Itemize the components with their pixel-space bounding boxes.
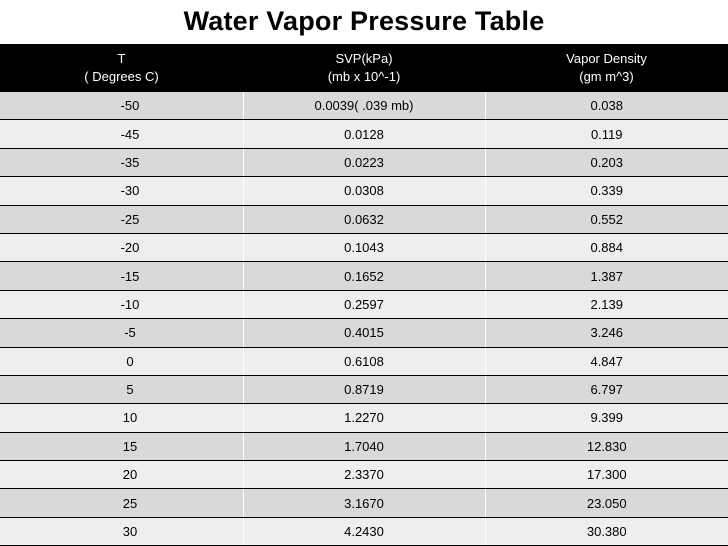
temperature-value: 0 [126, 353, 134, 369]
temperature-value: -10 [120, 296, 140, 312]
cell-svp: 1.7040 [243, 432, 485, 460]
cell-svp: 2.3370 [243, 461, 485, 489]
cell-temperature [0, 92, 243, 120]
cell-svp: 0.6108 [243, 347, 485, 375]
table-row [0, 92, 728, 120]
temperature-value: 15 [122, 438, 138, 454]
cell-temperature [0, 233, 243, 261]
header-label: Vapor Density [566, 51, 647, 66]
temperature-value: 10 [122, 410, 138, 426]
column-header-svp [243, 44, 485, 92]
cell-temperature [0, 375, 243, 403]
cell-temperature [0, 148, 243, 176]
cell-temperature [0, 205, 243, 233]
cell-temperature [0, 290, 243, 318]
vapor-pressure-table [0, 44, 728, 546]
table-row [0, 461, 728, 489]
cell-svp: 0.1043 [243, 233, 485, 261]
header-unit: (mb x 10^-1) [327, 69, 401, 84]
table-row [0, 489, 728, 517]
column-header-vapor-density [485, 44, 728, 92]
cell-vapor-density: 0.884 [485, 233, 728, 261]
cell-svp: 0.0632 [243, 205, 485, 233]
temperature-value: 30 [122, 524, 138, 540]
table-row [0, 177, 728, 205]
header-unit: ( Degrees C) [84, 69, 159, 84]
temperature-value: -45 [120, 126, 140, 142]
cell-temperature [0, 120, 243, 148]
table-row [0, 262, 728, 290]
cell-vapor-density: 17.300 [485, 461, 728, 489]
cell-vapor-density: 1.387 [485, 262, 728, 290]
cell-temperature [0, 517, 243, 545]
cell-temperature [0, 461, 243, 489]
cell-svp: 0.0308 [243, 177, 485, 205]
cell-temperature [0, 262, 243, 290]
cell-vapor-density: 0.552 [485, 205, 728, 233]
table-row [0, 233, 728, 261]
cell-svp: 3.1670 [243, 489, 485, 517]
cell-svp: 0.0128 [243, 120, 485, 148]
temperature-value: -20 [120, 240, 140, 256]
cell-temperature [0, 319, 243, 347]
temperature-value: -30 [120, 183, 140, 199]
cell-vapor-density: 23.050 [485, 489, 728, 517]
cell-vapor-density: 6.797 [485, 375, 728, 403]
cell-vapor-density: 12.830 [485, 432, 728, 460]
cell-svp: 0.1652 [243, 262, 485, 290]
temperature-value: 5 [126, 382, 134, 398]
header-label: SVP(kPa) [335, 51, 393, 66]
temperature-value: -15 [120, 268, 140, 284]
cell-temperature [0, 177, 243, 205]
table-row [0, 375, 728, 403]
cell-vapor-density: 3.246 [485, 319, 728, 347]
cell-svp: 1.2270 [243, 404, 485, 432]
cell-vapor-density: 0.119 [485, 120, 728, 148]
cell-temperature [0, 347, 243, 375]
header-label: T [117, 51, 126, 66]
table-row [0, 347, 728, 375]
table-header [0, 44, 728, 92]
table-row [0, 517, 728, 545]
header-row [0, 44, 728, 92]
temperature-value: 25 [122, 495, 138, 511]
cell-vapor-density: 30.380 [485, 517, 728, 545]
page-title: Water Vapor Pressure Table [183, 6, 545, 36]
cell-svp: 0.0223 [243, 148, 485, 176]
table-row [0, 120, 728, 148]
cell-svp: 0.8719 [243, 375, 485, 403]
temperature-value: -35 [120, 154, 140, 170]
cell-svp: 0.2597 [243, 290, 485, 318]
temperature-value: -5 [124, 325, 136, 341]
cell-svp: 0.4015 [243, 319, 485, 347]
cell-svp: 0.0039( .039 mb) [243, 92, 485, 120]
temperature-value: -25 [120, 211, 140, 227]
temperature-value: -50 [120, 98, 140, 114]
cell-vapor-density: 0.203 [485, 148, 728, 176]
table-row [0, 319, 728, 347]
table-row [0, 290, 728, 318]
cell-temperature [0, 489, 243, 517]
column-header-temperature [0, 44, 243, 92]
header-unit: (gm m^3) [579, 69, 634, 84]
temperature-value: 20 [122, 467, 138, 483]
cell-vapor-density: 0.339 [485, 177, 728, 205]
table-row [0, 404, 728, 432]
cell-svp: 4.2430 [243, 517, 485, 545]
cell-vapor-density: 2.139 [485, 290, 728, 318]
cell-vapor-density: 0.038 [485, 92, 728, 120]
table-row [0, 148, 728, 176]
table-body [0, 92, 728, 546]
table-row [0, 432, 728, 460]
cell-vapor-density: 4.847 [485, 347, 728, 375]
cell-temperature [0, 404, 243, 432]
cell-vapor-density: 9.399 [485, 404, 728, 432]
cell-temperature [0, 432, 243, 460]
table-row [0, 205, 728, 233]
